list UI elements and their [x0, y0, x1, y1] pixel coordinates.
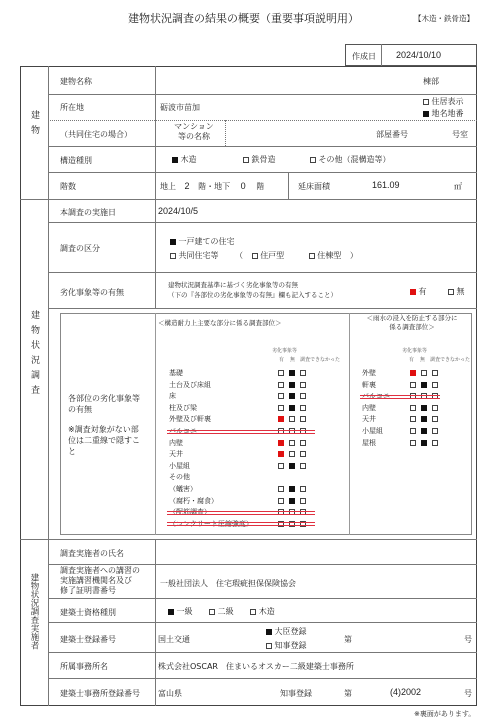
struct-item-0-no-checkbox[interactable] [289, 370, 295, 376]
arch-type-2-checkbox[interactable] [209, 609, 215, 615]
struct-item-3-no-checkbox[interactable] [289, 405, 295, 411]
water-item-6-yes-checkbox[interactable] [410, 440, 416, 446]
deterioration-note-1: 建物状況調査基準に基づく劣化事象等の有無 [168, 281, 298, 289]
parts-label-2: の有無 [68, 405, 92, 414]
org-label-3: 修了証明書番号 [60, 586, 116, 595]
mansion-label-1: マンション [174, 122, 214, 131]
struct-item-6: 内壁 [169, 438, 183, 447]
struct-col-no: 無 [290, 357, 296, 363]
structure-type-tag: 【木造・鉄骨造】 [414, 14, 474, 23]
reg-no-prefix: 第 [344, 635, 352, 644]
document-title: 建物状況調査の結果の概要（重要事項説明用） [128, 12, 359, 25]
struct-item-5-strike-1 [167, 433, 315, 434]
date-value: 2024/10/10 [396, 50, 442, 60]
water-item-4: 天井 [362, 415, 376, 424]
residence-display-label: 住居表示 [431, 97, 464, 106]
arch-type-1-label: 一級 [176, 607, 193, 616]
reg-minister-label: 大臣登録 [274, 627, 307, 636]
structure-wood-checkbox[interactable] [172, 157, 178, 163]
reg-minister-checkbox[interactable] [266, 629, 272, 635]
struct-item-11-na-checkbox[interactable] [300, 498, 306, 504]
water-item-1: 軒裏 [362, 380, 376, 389]
struct-item-1-yes-checkbox[interactable] [278, 382, 284, 388]
floors-below-value: 0 [240, 181, 246, 191]
reg-number-label: 建築士登録番号 [60, 635, 116, 644]
water-item-5: 小屋組 [362, 427, 383, 435]
office-no-suffix: 号 [464, 689, 472, 698]
water-item-3: 内壁 [362, 403, 376, 412]
water-item-6: 屋根 [362, 438, 376, 447]
structure-wood-label: 木造 [180, 155, 197, 164]
office-name-label: 所属事務所名 [60, 662, 108, 671]
struct-col-na: 調査できなかった [300, 357, 341, 363]
water-item-2-strike-1 [360, 398, 440, 399]
struct-item-10-yes-checkbox[interactable] [278, 486, 284, 492]
water-item-5-na-checkbox[interactable] [432, 428, 438, 434]
struct-item-3: 柱及び梁 [169, 403, 197, 412]
struct-item-3-na-checkbox[interactable] [300, 405, 306, 411]
office-no-prefix: 第 [344, 689, 352, 698]
struct-item-13-strike-1 [167, 525, 315, 526]
mansion-label-2: 等の名称 [178, 132, 210, 141]
struct-item-1: 土台及び床組 [169, 380, 211, 389]
water-item-2: バルコニー [362, 392, 397, 401]
water-item-5-no-checkbox[interactable] [421, 428, 427, 434]
floor-area-unit: ㎡ [454, 182, 462, 191]
struct-item-2-na-checkbox[interactable] [300, 393, 306, 399]
water-item-6-na-checkbox[interactable] [432, 440, 438, 446]
water-col-header: 劣化事象等 [402, 348, 428, 354]
water-parts-header-1: ＜雨水の浸入を防止する部分に [366, 314, 458, 322]
water-item-0: 外壁 [362, 369, 376, 377]
address-value: 砺波市苗加 [160, 103, 200, 112]
water-item-1-na-checkbox[interactable] [432, 382, 438, 388]
struct-item-7-yes-checkbox[interactable] [278, 451, 284, 457]
struct-item-13: （コンクリート圧縮強度） [169, 519, 253, 528]
struct-item-2-no-checkbox[interactable] [289, 393, 295, 399]
water-col-na: 調査できなかった [430, 357, 471, 363]
struct-item-10-no-checkbox[interactable] [289, 486, 295, 492]
water-item-4-yes-checkbox[interactable] [410, 416, 416, 422]
section-building: 建物 [29, 110, 39, 140]
structural-parts-header: ＜構造耐力上主要な部分に係る調査部位＞ [158, 319, 282, 327]
office-reg-number: (4)2002 [390, 687, 422, 697]
arch-type-label: 建築士資格種別 [60, 608, 116, 617]
struct-item-6-yes-checkbox[interactable] [278, 440, 284, 446]
water-item-1-no-checkbox[interactable] [421, 382, 427, 388]
org-label-2: 実施講習機関名及び [60, 576, 132, 585]
floor-area-label: 延床面積 [298, 182, 330, 191]
water-item-0-yes-checkbox[interactable] [410, 370, 416, 376]
water-col-yes: 有 [409, 357, 415, 363]
inspector-name-label: 調査実施者の氏名 [60, 549, 124, 558]
arch-type-3-label: 木造 [258, 607, 275, 616]
category-shared-label: 共同住宅等 [178, 251, 219, 260]
reg-governor-label: 知事登録 [274, 641, 307, 650]
water-item-0-na-checkbox[interactable] [432, 370, 438, 376]
struct-item-7-no-checkbox[interactable] [289, 451, 295, 457]
struct-item-8-yes-checkbox[interactable] [278, 463, 284, 469]
struct-item-6-no-checkbox[interactable] [289, 440, 295, 446]
structure-other-checkbox[interactable] [310, 157, 316, 163]
struct-item-5: バルコニー [169, 427, 204, 435]
back-page-note: ※裏面があります。 [414, 710, 476, 718]
reg-no-suffix: 号 [464, 635, 472, 644]
struct-item-7-na-checkbox[interactable] [300, 451, 306, 457]
arch-type-1-checkbox[interactable] [168, 609, 174, 615]
category-paren-close: ） [349, 251, 358, 260]
struct-item-9: その他 [169, 473, 190, 482]
building-name-suffix: 棟部 [423, 77, 439, 86]
water-item-2-strike-0 [360, 395, 440, 396]
struct-item-0: 基礎 [169, 369, 183, 377]
floors-label: 階数 [60, 182, 76, 191]
parts-note-3: と [68, 447, 76, 456]
struct-item-1-na-checkbox[interactable] [300, 382, 306, 388]
struct-item-13-strike-0 [167, 522, 315, 523]
office-reg-label: 建築士事務所登録番号 [60, 689, 140, 698]
struct-item-8-no-checkbox[interactable] [289, 463, 295, 469]
deterioration-yes-checkbox[interactable] [410, 289, 416, 295]
floors-above-value: 2 [184, 181, 190, 191]
structure-other-label: その他（混構造等） [318, 155, 391, 164]
struct-item-4: 外壁及び軒裏 [169, 415, 211, 424]
struct-item-1-no-checkbox[interactable] [289, 382, 295, 388]
structure-label: 構造種別 [60, 156, 92, 165]
address-label: 所在地 [60, 103, 84, 112]
deterioration-note-2: （下の『各部位の劣化事象等の有無』欄も記入すること） [168, 291, 337, 299]
lot-number-checkbox[interactable] [423, 111, 429, 117]
org-label-1: 調査実施者への講習の [60, 566, 140, 575]
arch-type-3-checkbox[interactable] [250, 609, 256, 615]
struct-item-4-yes-checkbox[interactable] [278, 416, 284, 422]
arch-type-2-label: 二級 [217, 607, 234, 616]
org-value: 一般社団法人 住宅瑕疵担保保険協会 [160, 579, 296, 588]
water-parts-header-2: 係る調査部位＞ [389, 323, 435, 331]
water-item-6-no-checkbox[interactable] [421, 440, 427, 446]
struct-item-7: 天井 [169, 450, 183, 459]
parts-label-1: 各部位の劣化事象等 [68, 394, 140, 403]
struct-item-0-yes-checkbox[interactable] [278, 370, 284, 376]
struct-item-11-no-checkbox[interactable] [289, 498, 295, 504]
parts-note-2: 位は二重線で隠すこ [68, 436, 140, 445]
category-unit-checkbox[interactable] [252, 253, 258, 259]
water-item-0-no-checkbox[interactable] [421, 370, 427, 376]
section-inspector: 建物状況調査実施者 [29, 573, 39, 650]
water-item-4-na-checkbox[interactable] [432, 416, 438, 422]
struct-col-yes: 有 [279, 357, 285, 363]
office-name-value: 株式会社OSCAR 住まいるオスカー二級建築士事務所 [158, 662, 354, 671]
struct-item-12-strike-0 [167, 511, 315, 512]
date-label: 作成日 [352, 52, 376, 61]
floors-above-prefix: 地上 [160, 182, 176, 191]
section-inspection: 建物状況調査 [29, 310, 39, 400]
floors-mid-label: 階・地下 [198, 182, 231, 191]
water-item-4-no-checkbox[interactable] [421, 416, 427, 422]
category-label: 調査の区分 [60, 244, 100, 253]
office-prefecture: 富山県 [158, 689, 182, 698]
category-paren-open: （ [235, 251, 244, 260]
struct-item-10-na-checkbox[interactable] [300, 486, 306, 492]
struct-item-2: 床 [169, 392, 176, 401]
water-item-1-yes-checkbox[interactable] [410, 382, 416, 388]
struct-item-11: （腐朽・腐食） [169, 496, 218, 505]
struct-item-4-no-checkbox[interactable] [289, 416, 295, 422]
struct-col-header: 劣化事象等 [272, 348, 298, 354]
parts-note-1: ※調査対象がない部 [68, 425, 139, 434]
inspection-date-label: 本調査の実施日 [60, 208, 116, 217]
water-item-3-yes-checkbox[interactable] [410, 405, 416, 411]
floor-area-value: 161.09 [372, 180, 400, 190]
deterioration-yes-label: 有 [418, 287, 427, 296]
struct-item-8-na-checkbox[interactable] [300, 463, 306, 469]
struct-item-6-na-checkbox[interactable] [300, 440, 306, 446]
category-shared-checkbox[interactable] [170, 253, 176, 259]
category-building-checkbox[interactable] [309, 253, 315, 259]
struct-item-8: 小屋組 [169, 461, 190, 470]
deterioration-no-label: 無 [456, 287, 465, 296]
building-name-label: 建物名称 [60, 77, 92, 86]
lot-number-label: 地名地番 [431, 109, 464, 118]
struct-item-5-strike-0 [167, 430, 315, 431]
struct-item-0-na-checkbox[interactable] [300, 370, 306, 376]
struct-item-12-strike-1 [167, 514, 315, 515]
water-col-no: 無 [420, 357, 426, 363]
room-number-suffix: 号室 [452, 130, 468, 139]
office-governor-label: 知事登録 [280, 689, 312, 698]
reg-governor-checkbox[interactable] [266, 643, 272, 649]
structure-steel-checkbox[interactable] [243, 157, 249, 163]
struct-item-2-yes-checkbox[interactable] [278, 393, 284, 399]
struct-item-4-na-checkbox[interactable] [300, 416, 306, 422]
category-unit-label: 住戸型 [260, 251, 285, 260]
water-item-3-na-checkbox[interactable] [432, 405, 438, 411]
category-house-label: 一戸建ての住宅 [178, 237, 235, 246]
water-item-3-no-checkbox[interactable] [421, 405, 427, 411]
structure-steel-label: 鉄骨造 [251, 155, 276, 164]
struct-item-10: （蟻害） [169, 485, 197, 493]
struct-item-3-yes-checkbox[interactable] [278, 405, 284, 411]
residence-display-checkbox[interactable] [423, 99, 429, 105]
floors-suffix: 階 [256, 182, 265, 191]
condo-label: （共同住宅の場合） [60, 130, 132, 139]
reg-value: 国土交通 [158, 635, 190, 644]
category-house-checkbox[interactable] [170, 239, 176, 245]
category-building-label: 住棟型 [317, 251, 342, 260]
struct-item-12: （配筋調査） [169, 508, 211, 517]
struct-item-11-yes-checkbox[interactable] [278, 498, 284, 504]
inspection-date-value: 2024/10/5 [158, 206, 199, 216]
deterioration-no-checkbox[interactable] [448, 289, 454, 295]
deterioration-label: 劣化事象等の有無 [60, 288, 124, 297]
water-item-5-yes-checkbox[interactable] [410, 428, 416, 434]
room-number-label: 部屋番号 [376, 130, 408, 139]
